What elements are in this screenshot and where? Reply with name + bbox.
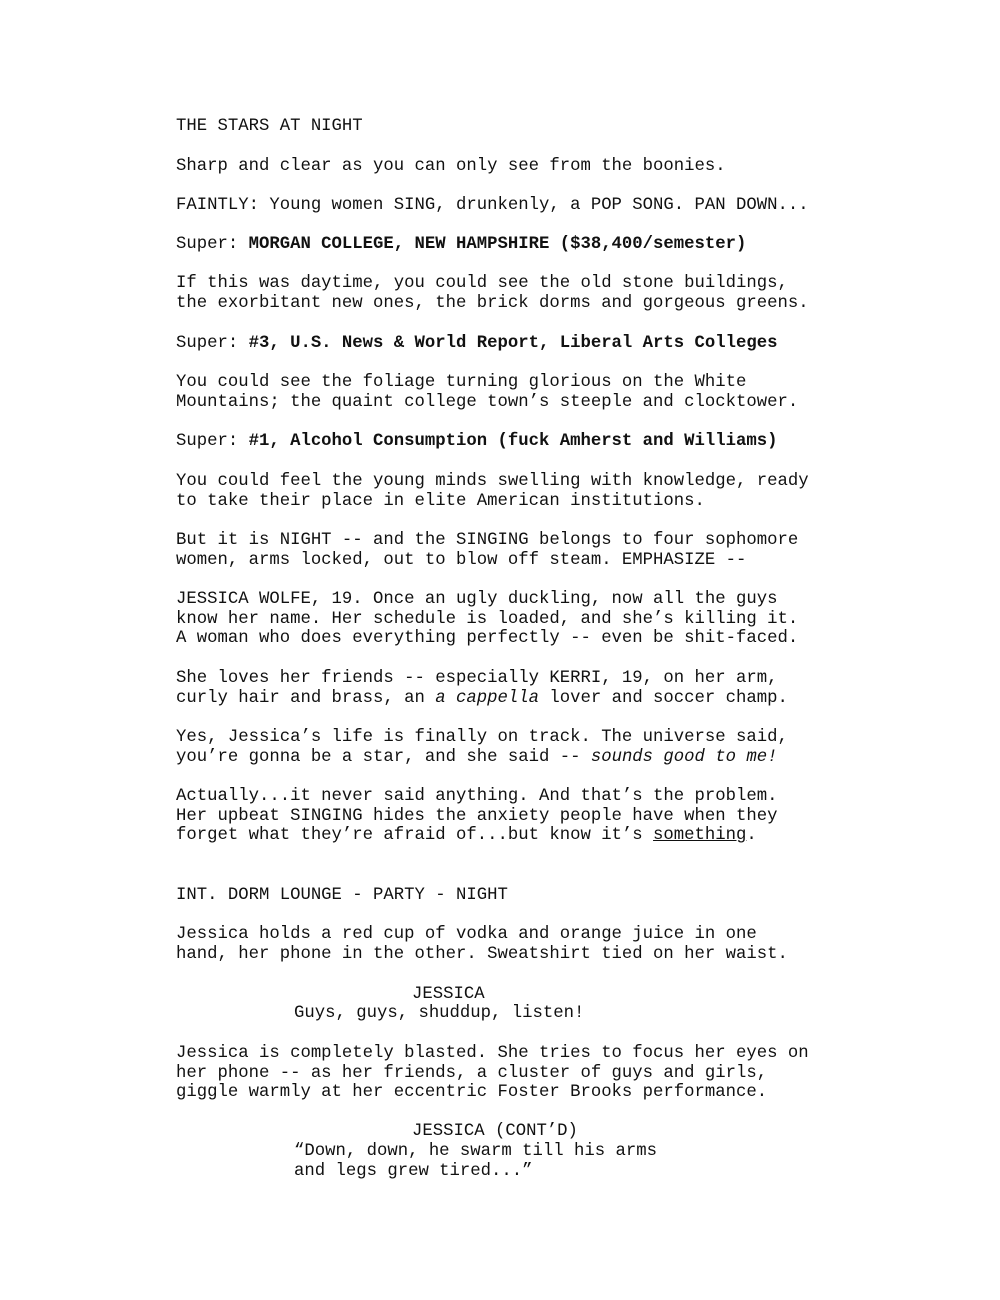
action-daytime <box>176 274 809 313</box>
super-text: #3, U.S. News & World Report, Liberal Arts Colleges <box>248 334 778 353</box>
action-foliage <box>176 373 798 412</box>
action-life-on-track <box>176 728 788 767</box>
super-prefix: Super: <box>176 334 249 353</box>
action-boonies: Sharp and clear as you can only see from the boonies. <box>176 157 726 176</box>
action-line: Actually...it never said anything. And that’s the problem. <box>176 787 778 806</box>
dialogue-line: and legs grew tired...” <box>294 1161 533 1181</box>
action-blasted <box>176 1044 809 1103</box>
super-text: MORGAN COLLEGE, NEW HAMPSHIRE ($38,400/semester) <box>248 235 747 254</box>
action-italic: sounds good to me! <box>590 747 778 767</box>
super-text: #1, Alcohol Consumption (fuck Amherst and Williams) <box>248 432 778 451</box>
action-line: She loves her friends -- especially KERRI, 19, on her arm, <box>176 669 778 688</box>
action-red-cup <box>176 925 788 964</box>
action-line: to take their place in elite American institutions. <box>176 491 705 511</box>
action-line: hand, her phone in the other. Sweatshirt tied on her waist. <box>176 944 788 964</box>
action-underline: something <box>653 826 747 846</box>
action-line: . <box>746 826 757 846</box>
action-jessica-intro <box>176 590 798 649</box>
action-young-minds <box>176 472 809 511</box>
action-line: A woman who does everything perfectly -- even be shit-faced. <box>176 629 799 649</box>
action-line: But it is NIGHT -- and the SINGING belongs to four sophomore <box>176 531 799 550</box>
super-prefix: Super: <box>176 235 249 254</box>
action-faintly: FAINTLY: Young women SING, drunkenly, a POP SONG. PAN DOWN... <box>176 196 809 215</box>
action-line: the exorbitant new ones, the brick dorms and gorgeous greens. <box>176 293 809 313</box>
action-italic: a cappella <box>435 688 539 708</box>
super-alcohol <box>176 432 778 452</box>
action-line: lover and soccer champ. <box>538 688 788 708</box>
character-cue-jessica: JESSICA <box>412 985 485 1004</box>
dialogue-shuddup: Guys, guys, shuddup, listen! <box>294 1004 585 1023</box>
action-line: curly hair and brass, an <box>176 688 436 708</box>
dialogue-down-down <box>294 1142 657 1181</box>
action-line: You could see the foliage turning glorious on the White <box>176 373 747 392</box>
action-line: know her name. Her schedule is loaded, and she’s killing it. <box>176 609 799 629</box>
action-line: giggle warmly at her eccentric Foster Brooks performance. <box>176 1083 768 1103</box>
scene-heading-stars: THE STARS AT NIGHT <box>176 117 363 136</box>
action-line: Mountains; the quaint college town’s steeple and clocktower. <box>176 392 799 412</box>
action-line: her phone -- as her friends, a cluster of guys and girls, <box>176 1063 768 1083</box>
action-line: Jessica holds a red cup of vodka and orange juice in one <box>176 925 757 944</box>
scene-heading-dorm-lounge: INT. DORM LOUNGE - PARTY - NIGHT <box>176 886 508 905</box>
action-line: If this was daytime, you could see the old stone buildings, <box>176 274 788 293</box>
action-line: women, arms locked, out to blow off steam. EMPHASIZE -- <box>176 550 747 570</box>
action-night-singing <box>176 531 798 570</box>
dialogue-line: “Down, down, he swarm till his arms <box>294 1142 657 1161</box>
action-line: forget what they’re afraid of...but know it’s <box>176 826 654 846</box>
super-prefix: Super: <box>176 432 249 451</box>
action-anxiety <box>176 787 778 846</box>
action-line: you’re gonna be a star, and she said -- <box>176 747 591 767</box>
action-line: Her upbeat SINGING hides the anxiety people have when they <box>176 806 778 826</box>
action-line: You could feel the young minds swelling with knowledge, ready <box>176 472 809 491</box>
action-kerri-intro <box>176 669 788 708</box>
action-line: Yes, Jessica’s life is finally on track. The universe said, <box>176 728 788 747</box>
super-morgan-college <box>176 235 746 255</box>
character-cue-jessica-contd: JESSICA (CONT’D) <box>412 1122 578 1141</box>
super-us-news <box>176 334 778 354</box>
action-line: JESSICA WOLFE, 19. Once an ugly duckling, now all the guys <box>176 590 778 609</box>
action-line: Jessica is completely blasted. She tries to focus her eyes on <box>176 1044 809 1063</box>
